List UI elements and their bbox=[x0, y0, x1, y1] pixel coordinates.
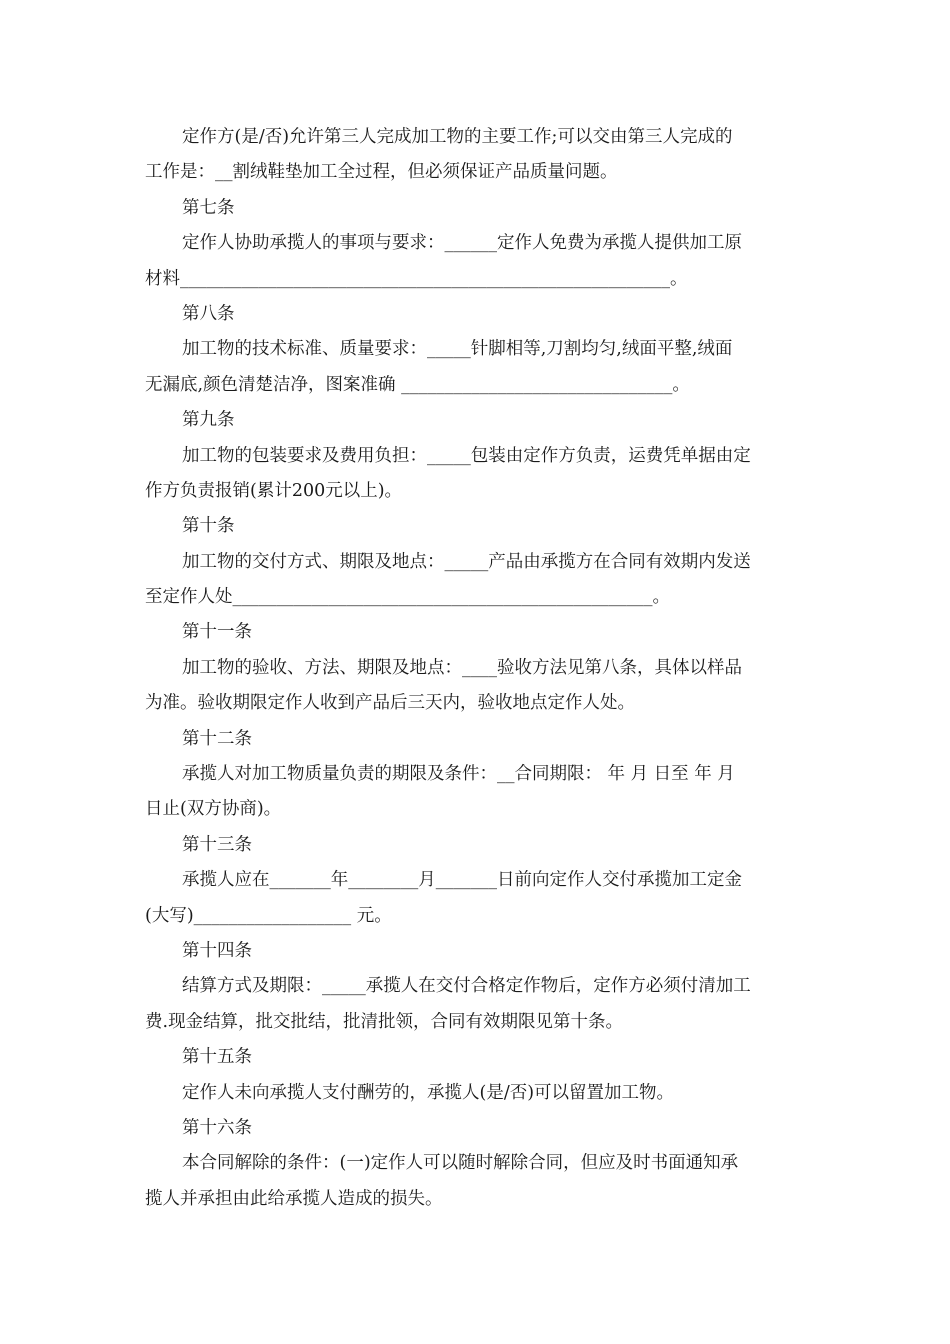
paragraph-line: 承揽人对加工物质量负责的期限及条件：__合同期限： 年 月 日至 年 月 bbox=[182, 764, 735, 785]
article-heading: 第十六条 bbox=[182, 1117, 252, 1138]
paragraph-line: 承揽人应在_______年________月_______日前向定作人交付承揽加工定金 bbox=[182, 870, 742, 891]
article-heading: 第十一条 bbox=[182, 622, 252, 643]
article-heading: 第九条 bbox=[182, 410, 235, 431]
paragraph-line: 揽人并承担由此给承揽人造成的损失。 bbox=[145, 1188, 443, 1209]
paragraph-line: 定作人未向承揽人支付酬劳的，承揽人(是/否)可以留置加工物。 bbox=[182, 1082, 675, 1103]
paragraph-line: 材料________________________________________________________。 bbox=[145, 268, 688, 289]
article-heading: 第十条 bbox=[182, 516, 235, 537]
paragraph-line: 作方负责报销(累计200元以上)。 bbox=[145, 480, 403, 501]
paragraph-line: 加工物的包装要求及费用负担：_____包装由定作方负责，运费凭单据由定 bbox=[182, 445, 751, 466]
article-heading: 第十二条 bbox=[182, 728, 252, 749]
article-heading: 第十五条 bbox=[182, 1047, 252, 1068]
article-heading: 第七条 bbox=[182, 197, 235, 218]
paragraph-line: 加工物的交付方式、期限及地点：_____产品由承揽方在合同有效期内发送 bbox=[182, 551, 751, 572]
paragraph-line: 费.现金结算，批交批结，批清批领，合同有效期限见第十条。 bbox=[145, 1011, 624, 1032]
paragraph-line: 为准。验收期限定作人收到产品后三天内，验收地点定作人处。 bbox=[145, 693, 635, 714]
paragraph-line: 本合同解除的条件：(一)定作人可以随时解除合同，但应及时书面通知承 bbox=[182, 1153, 739, 1174]
contract-body bbox=[145, 120, 815, 1217]
paragraph-line: (大写)__________________ 元。 bbox=[145, 905, 392, 926]
paragraph-line: 至定作人处________________________________________________。 bbox=[145, 587, 670, 608]
paragraph-line: 工作是：__割绒鞋垫加工全过程，但必须保证产品质量问题。 bbox=[145, 162, 618, 183]
article-heading: 第八条 bbox=[182, 303, 235, 324]
paragraph-line: 日止(双方协商)。 bbox=[145, 799, 282, 820]
paragraph-line: 加工物的验收、方法、期限及地点：____验收方法见第八条，具体以样品 bbox=[182, 657, 742, 678]
paragraph-line: 加工物的技术标准、质量要求：_____针脚相等,刀割均匀,绒面平整,绒面 bbox=[182, 339, 733, 360]
article-heading: 第十三条 bbox=[182, 834, 252, 855]
paragraph-line: 定作人协助承揽人的事项与要求：______定作人免费为承揽人提供加工原 bbox=[182, 233, 742, 254]
paragraph-line: 定作方(是/否)允许第三人完成加工物的主要工作;可以交由第三人完成的 bbox=[182, 127, 733, 147]
paragraph-line: 无漏底,颜色清楚洁净，图案准确 _______________________________。 bbox=[145, 374, 690, 395]
article-heading: 第十四条 bbox=[182, 940, 252, 961]
paragraph-line: 结算方式及期限：_____承揽人在交付合格定作物后，定作方必须付清加工 bbox=[182, 976, 751, 997]
